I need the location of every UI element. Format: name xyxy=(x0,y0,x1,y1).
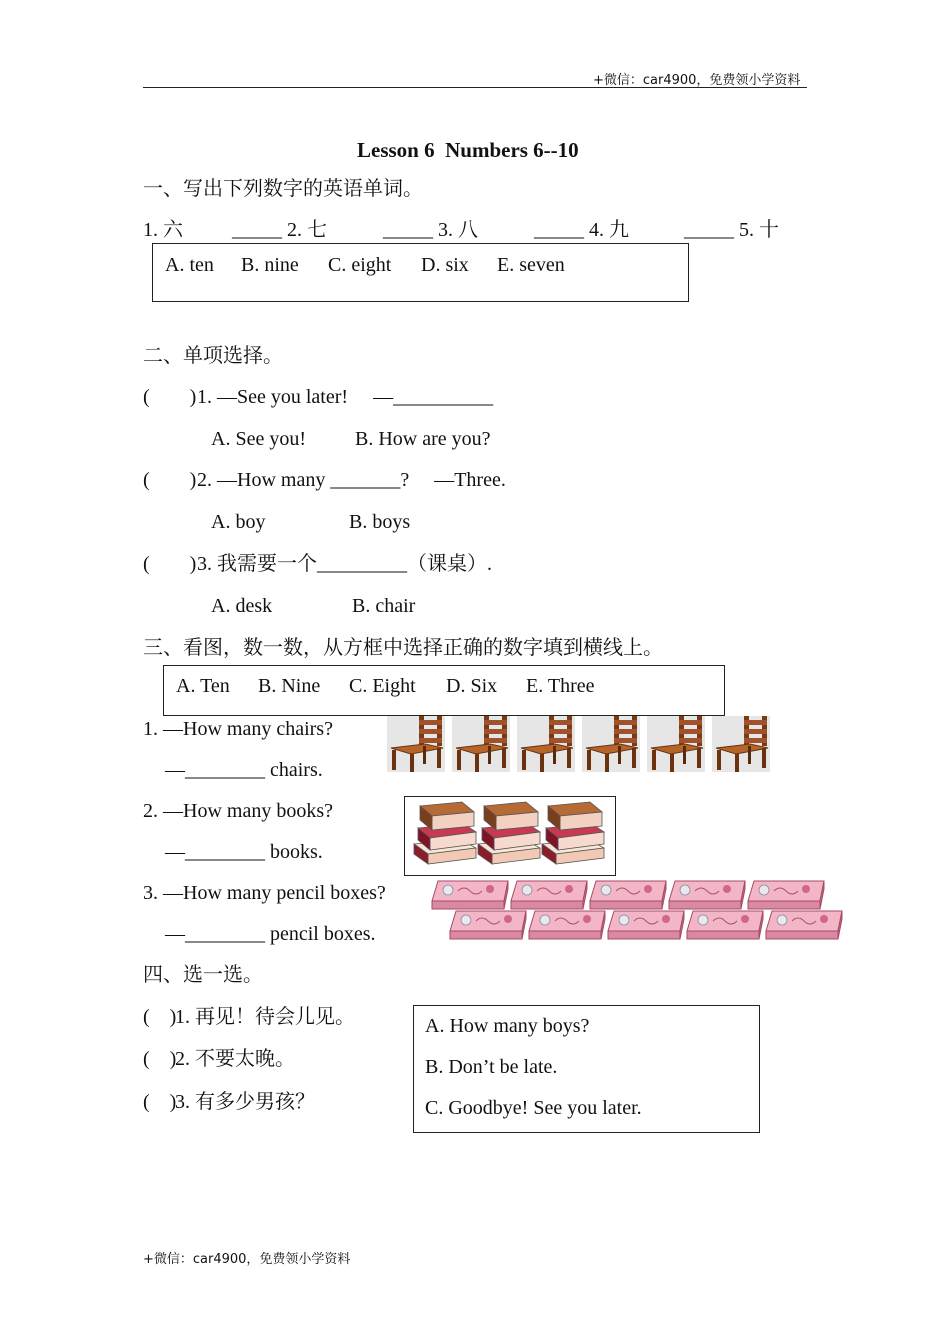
book-stack-icon xyxy=(414,802,476,864)
section2-q1-text: 1. —See you later! —__________ xyxy=(197,386,494,408)
section2-q3-option-a: A. desk xyxy=(211,595,273,617)
section1-item-5: _____ 5. 十 xyxy=(684,219,779,241)
section1-heading: 一、写出下列数字的英语单词。 xyxy=(143,178,423,200)
section3-option-d: D. Six xyxy=(446,675,498,697)
book-stack-icon xyxy=(542,802,604,864)
section3-heading: 三、看图，数一数，从方框中选择正确的数字填到横线上。 xyxy=(143,637,663,659)
chair-icon xyxy=(647,716,705,772)
section3-q1-answer: —________ chairs. xyxy=(165,759,323,781)
chair-icon xyxy=(387,716,445,772)
section1-item-1: 1. 六 xyxy=(143,219,183,241)
section3-q1-question: 1. —How many chairs? xyxy=(143,718,333,740)
section4-option-b: B. Don’t be late. xyxy=(425,1056,558,1078)
pencil-box-icon xyxy=(511,881,587,909)
section3-option-a: A. Ten xyxy=(176,675,230,697)
pencil-box-icon xyxy=(687,911,763,939)
section4-heading: 四、选一选。 xyxy=(143,964,263,986)
section3-q3-question: 3. —How many pencil boxes? xyxy=(143,882,386,904)
section3-options-box xyxy=(163,665,725,716)
section3-q3-answer: —________ pencil boxes. xyxy=(165,923,376,945)
section4-item-1-paren: ( ) xyxy=(143,1006,177,1028)
section3-option-e: E. Three xyxy=(526,675,595,697)
section1-option-d: D. six xyxy=(421,254,469,276)
section1-item-2: _____ 2. 七 xyxy=(232,219,327,241)
section4-option-c: C. Goodbye! See you later. xyxy=(425,1097,642,1119)
pencil-box-icon xyxy=(432,881,508,909)
pencil-box-icon xyxy=(450,911,526,939)
section2-q2-text: 2. —How many _______? —Three. xyxy=(197,469,506,491)
section2-q1-paren: ( ) xyxy=(143,386,197,408)
section4-item-2-paren: ( ) xyxy=(143,1048,177,1070)
chair-icon xyxy=(517,716,575,772)
section3-option-c: C. Eight xyxy=(349,675,416,697)
section4-item-3-paren: ( ) xyxy=(143,1091,177,1113)
header-rule xyxy=(143,87,807,88)
section1-item-3: _____ 3. 八 xyxy=(383,219,478,241)
chair-icon xyxy=(452,716,510,772)
section4-item-2-text: 2. 不要太晚。 xyxy=(175,1048,295,1070)
pencil-box-icon xyxy=(748,881,824,909)
section2-q3-paren: ( ) xyxy=(143,553,197,575)
book-stack-icon xyxy=(478,802,540,864)
section2-q2-option-b: B. boys xyxy=(349,511,411,533)
books-picture xyxy=(404,796,614,874)
chair-icon xyxy=(712,716,770,772)
section1-option-e: E. seven xyxy=(497,254,565,276)
section3-q2-answer: —________ books. xyxy=(165,841,323,863)
page-title: Lesson 6 Numbers 6--10 xyxy=(357,138,579,162)
section2-heading: 二、单项选择。 xyxy=(143,345,283,367)
section3-q2-question: 2. —How many books? xyxy=(143,800,333,822)
section2-q2-option-a: A. boy xyxy=(211,511,266,533)
section1-option-a: A. ten xyxy=(165,254,214,276)
section4-item-1-text: 1. 再见！待会儿见。 xyxy=(175,1006,355,1028)
pencil-box-icon xyxy=(608,911,684,939)
chair-icon xyxy=(582,716,640,772)
pencil-boxes-picture xyxy=(428,879,843,943)
section2-q1-option-a: A. See you! xyxy=(211,428,306,450)
section2-q3-text: 3. 我需要一个_________（课桌）. xyxy=(197,553,492,575)
pencil-box-icon xyxy=(766,911,842,939)
section1-option-b: B. nine xyxy=(241,254,299,276)
pencil-box-icon xyxy=(590,881,666,909)
section1-option-c: C. eight xyxy=(328,254,392,276)
section4-item-3-text: 3. 有多少男孩？ xyxy=(175,1091,315,1113)
header-note: +微信：car4900，免费领小学资料 xyxy=(593,73,801,88)
section2-q3-option-b: B. chair xyxy=(352,595,416,617)
section1-item-4: _____ 4. 九 xyxy=(534,219,629,241)
section3-option-b: B. Nine xyxy=(258,675,321,697)
pencil-box-icon xyxy=(529,911,605,939)
chairs-picture xyxy=(385,712,775,774)
section2-q1-option-b: B. How are you? xyxy=(355,428,491,450)
footer-note: +微信：car4900，免费领小学资料 xyxy=(143,1252,351,1267)
section2-q2-paren: ( ) xyxy=(143,469,197,491)
section4-option-a: A. How many boys? xyxy=(425,1015,590,1037)
pencil-box-icon xyxy=(669,881,745,909)
